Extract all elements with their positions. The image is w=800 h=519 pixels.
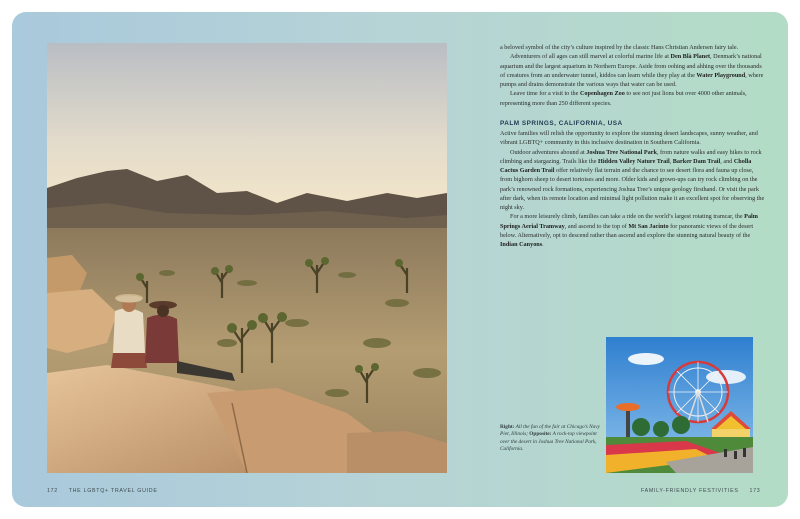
left-folio	[47, 488, 158, 494]
right-folio	[641, 488, 760, 494]
caption-opposite-label: Opposite:	[529, 431, 552, 438]
left-page-number: 172	[47, 488, 58, 494]
caption-right-label: Right:	[500, 424, 515, 430]
place-name: Mt San Jacinto	[628, 222, 669, 230]
right-page-number: 173	[749, 488, 761, 494]
place-name: Indian Canyons	[500, 241, 543, 248]
place-name: Palm Springs Aerial Tramway	[500, 213, 758, 230]
place-name: Cholla Cactus Garden Trail	[500, 157, 752, 174]
place-name: Water Playground	[696, 71, 746, 79]
palm-springs-paragraph-2: Outdoor adventures abound at Joshua Tree National Park, from nature walks and easy hikes to rock climbing and stargazing. Trails like the Hidden Valley Nature Trail, Barker Dam Trail, and Cholla Cactus Garden Trail offer relatively flat terrain and the chance to see desert flora and fauna up close, from bighorn sheep to desert tortoises and more. Older kids and grown-ups can try rock climbing on the park’s renowned rock formations, experiencing Joshua Tree’s unique geology firsthand. Or visit the park after dark, when its remote location and minimal light pollution make it an excellent spot for observing the night sky.	[500, 148, 765, 211]
place-name: Joshua Tree National Park	[586, 148, 657, 156]
intro-paragraph-3: Leave time for a visit to the Copenhagen Zoo to see not just lions but over 4000 other animals, representing more than 250 different species.	[500, 90, 747, 107]
book-spread	[12, 12, 788, 507]
article-text	[500, 43, 766, 249]
palm-springs-paragraph-1: Active families will relish the opportunity to explore the stunning desert landscapes, sunny weather, and vibrant LGBTQ+ community in this inclusive destination in Southern California.	[500, 130, 758, 147]
right-running-title: FAMILY-FRIENDLY FESTIVITIES	[641, 488, 739, 494]
place-name: Hidden Valley Nature Trail	[598, 157, 670, 165]
place-name: Barker Dam Trail	[672, 157, 721, 165]
place-name: Den Blå Planet	[670, 53, 711, 61]
intro-paragraph-1: a beloved symbol of the city’s culture inspired by the classic Hans Christian Andersen fairy tale.	[500, 44, 739, 51]
place-name: Copenhagen Zoo	[579, 90, 625, 98]
section-heading: PALM SPRINGS, CALIFORNIA, USA	[500, 119, 623, 127]
photo-caption: Right: All the fun of the fair at Chicago’s Navy Pier, Illinois; Opposite: A rock-top viewpoint over the desert in Joshua Tree National Park, California.	[500, 424, 601, 452]
left-running-title: THE LGBTQ+ TRAVEL GUIDE	[68, 488, 158, 494]
intro-paragraph-2: Adventurers of all ages can still marvel at colorful marine life at Den Blå Planet, Denmark’s national aquarium and the largest aquarium in Northern Europe. Aside from oohing and ahhing over the thousands of creatures from an underwater tunnel, kiddos can learn while they play at the Water Playground, where pumps and drains demonstrate the various ways that water can be used.	[500, 53, 764, 88]
palm-springs-paragraph-3: For a more leisurely climb, families can take a ride on the world’s largest rotating tramcar, the Palm Springs Aerial Tramway, and ascend to the top of Mt San Jacinto for panoramic views of the desert below. Alternatively, opt to descend rather than ascend and explore the stunning natural beauty of the Indian Canyons.	[500, 213, 758, 248]
navy-pier-photo	[606, 337, 753, 473]
joshua-tree-photo	[47, 43, 447, 473]
